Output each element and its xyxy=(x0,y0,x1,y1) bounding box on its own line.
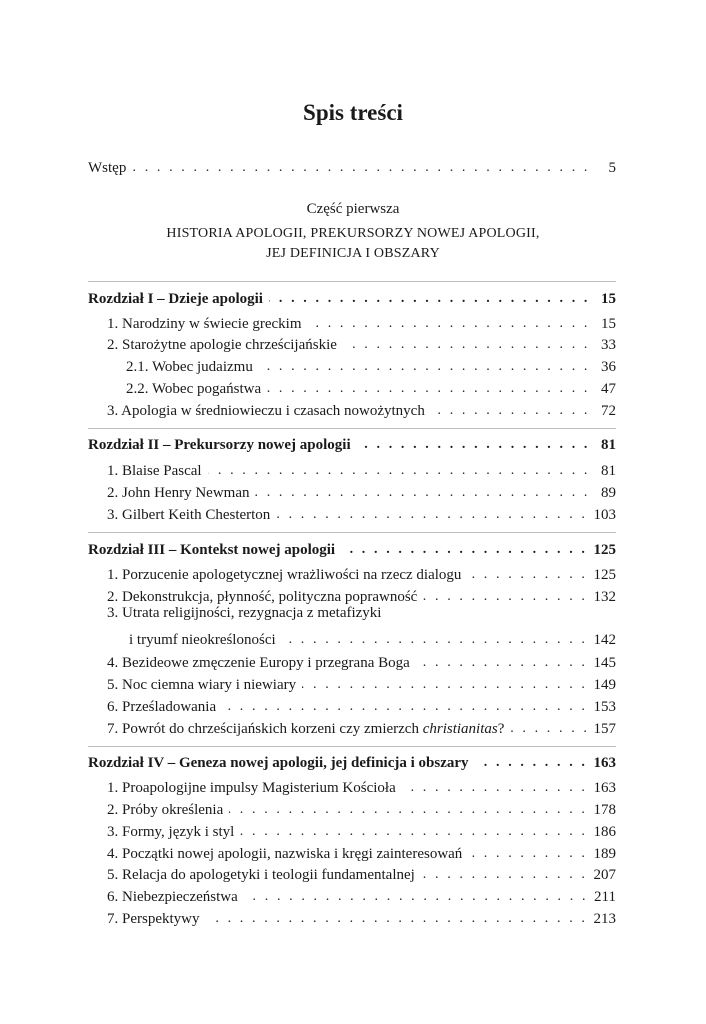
toc-entry[interactable] xyxy=(88,332,616,354)
entry-label: Wstęp xyxy=(88,160,127,176)
entry-page: 189 xyxy=(593,846,616,862)
dot-leader xyxy=(468,847,587,859)
entry-page: 178 xyxy=(593,802,616,818)
toc-entry-first-line[interactable]: 3. Utrata religijności, rezygnacja z metafizyki xyxy=(107,605,382,621)
dot-leader xyxy=(269,292,590,304)
entry-label: 5. Noc ciemna wiary i niewiary xyxy=(107,677,297,693)
dot-leader xyxy=(244,890,588,902)
entry-label: 3. Gilbert Keith Chesterton xyxy=(107,507,271,523)
toc-entry[interactable] xyxy=(88,480,616,502)
entry-label: 2.1. Wobec judaizmu xyxy=(126,359,253,375)
entry-page: 81 xyxy=(601,463,616,479)
chapter-page: 15 xyxy=(601,291,616,307)
entry-page: 72 xyxy=(601,403,616,419)
dot-leader xyxy=(229,803,587,815)
entry-label: 2. Starożytne apologie chrześcijańskie xyxy=(107,337,337,353)
dot-leader xyxy=(132,161,590,173)
entry-page: 163 xyxy=(593,780,616,796)
entry-page: 103 xyxy=(593,507,616,523)
dot-leader xyxy=(421,868,588,880)
toc-entry[interactable] xyxy=(88,694,616,716)
entry-label: 1. Porzucenie apologetycznej wrażliwości na rzecz dialogu xyxy=(107,567,462,583)
entry-page: 211 xyxy=(594,889,616,905)
toc-entry[interactable] xyxy=(88,672,616,694)
chapter-page: 125 xyxy=(593,542,616,558)
dot-leader xyxy=(259,360,590,372)
dot-leader xyxy=(267,382,590,394)
dot-leader xyxy=(206,912,588,924)
dot-leader xyxy=(208,464,590,476)
toc-entry[interactable] xyxy=(88,562,616,584)
dot-leader xyxy=(506,722,589,734)
dot-leader xyxy=(302,678,587,690)
toc-entry[interactable] xyxy=(88,841,616,863)
entry-label-italic: christianitas xyxy=(422,721,498,737)
entry-page: 132 xyxy=(593,589,616,605)
toc-chapter-2[interactable] xyxy=(88,432,616,454)
entry-label: 7. Perspektywy xyxy=(107,911,200,927)
entry-label: 3. Apologia w średniowieczu i czasach nowożytnych xyxy=(107,403,425,419)
entry-label-text: 7. Powrót do chrześcijańskich korzeni czy zmierzch xyxy=(107,721,423,737)
toc-entry[interactable] xyxy=(88,884,616,906)
toc-entry[interactable] xyxy=(88,584,616,606)
entry-label: 2. Próby określenia xyxy=(107,802,224,818)
entry-page: 213 xyxy=(593,911,616,927)
entry-page: 157 xyxy=(593,721,616,737)
chapter-title: Rozdział I – Dzieje apologii xyxy=(88,291,263,307)
dot-leader xyxy=(282,633,588,645)
entry-label: 1. Blaise Pascal xyxy=(107,463,202,479)
dot-leader xyxy=(467,568,587,580)
entry-page: 145 xyxy=(593,655,616,671)
toc-entry[interactable] xyxy=(88,797,616,819)
chapter-divider xyxy=(88,746,616,747)
toc-entry[interactable] xyxy=(88,398,616,420)
entry-label: 5. Relacja do apologetyki i teologii fundamentalnej xyxy=(107,867,415,883)
dot-leader xyxy=(343,338,590,350)
toc-entry[interactable] xyxy=(88,775,616,797)
entry-page: 125 xyxy=(593,567,616,583)
entry-label: 6. Niebezpieczeństwa xyxy=(107,889,238,905)
toc-chapter-1[interactable] xyxy=(88,286,616,308)
entry-page: 36 xyxy=(601,359,616,375)
dot-leader xyxy=(416,656,588,668)
chapter-divider xyxy=(88,532,616,533)
entry-page: 149 xyxy=(593,677,616,693)
chapter-title: Rozdział IV – Geneza nowej apologii, jej definicja i obszary xyxy=(88,755,469,771)
entry-label: 6. Prześladowania xyxy=(107,699,217,715)
dot-leader xyxy=(475,756,588,768)
part-heading-line1: HISTORIA APOLOGII, PREKURSORZY NOWEJ APOLOGII, xyxy=(166,226,540,241)
chapter-divider xyxy=(88,428,616,429)
page-title: Spis treści xyxy=(303,100,403,125)
chapter-title: Rozdział III – Kontekst nowej apologii xyxy=(88,542,336,558)
chapter-title: Rozdział II – Prekursorzy nowej apologii xyxy=(88,437,351,453)
entry-label: 1. Proapologijne impulsy Magisterium Kościoła xyxy=(107,780,396,796)
dot-leader xyxy=(240,825,587,837)
toc-entry[interactable] xyxy=(88,502,616,524)
entry-page: 142 xyxy=(593,632,616,648)
toc-chapter-4[interactable] xyxy=(88,750,616,772)
chapter-page: 163 xyxy=(593,755,616,771)
dot-leader xyxy=(402,781,588,793)
dot-leader xyxy=(431,404,590,416)
entry-label: 2. John Henry Newman xyxy=(107,485,250,501)
toc-entry[interactable] xyxy=(88,650,616,672)
toc-entry[interactable] xyxy=(88,716,616,738)
part-label: Część pierwsza xyxy=(306,201,400,217)
entry-label-end: ? xyxy=(497,721,505,737)
entry-label: 2.2. Wobec pogaństwa xyxy=(126,381,262,397)
toc-entry[interactable] xyxy=(88,819,616,841)
toc-entry[interactable] xyxy=(88,376,616,398)
entry-label: i tryumf nieokreśloności xyxy=(129,632,276,648)
dot-leader xyxy=(222,700,587,712)
toc-entry[interactable] xyxy=(88,354,616,376)
entry-label: 4. Bezideowe zmęczenie Europy i przegrana Boga xyxy=(107,655,410,671)
dot-leader xyxy=(276,508,587,520)
entry-label: 1. Narodziny w świecie greckim xyxy=(107,316,302,332)
entry-label xyxy=(107,721,504,738)
toc-entry[interactable] xyxy=(88,862,616,884)
entry-label: 4. Początki nowej apologii, nazwiska i kręgi zainteresowań xyxy=(107,846,463,862)
entry-label: 3. Formy, język i styl xyxy=(107,824,235,840)
dot-leader xyxy=(255,486,590,498)
dot-leader xyxy=(423,590,587,602)
dot-leader xyxy=(308,317,590,329)
entry-page: 153 xyxy=(593,699,616,715)
entry-page: 47 xyxy=(601,381,616,397)
entry-page: 207 xyxy=(593,867,616,883)
toc-entry-intro[interactable] xyxy=(88,155,616,177)
entry-label: 2. Dekonstrukcja, płynność, polityczna poprawność xyxy=(107,589,418,605)
toc-entry-continuation[interactable] xyxy=(88,627,616,649)
entry-page: 89 xyxy=(601,485,616,501)
entry-page: 186 xyxy=(593,824,616,840)
toc-entry[interactable] xyxy=(88,311,616,333)
chapter-page: 81 xyxy=(601,437,616,453)
dot-leader xyxy=(357,438,590,450)
toc-entry[interactable] xyxy=(88,458,616,480)
entry-page: 5 xyxy=(608,160,616,176)
toc-chapter-3[interactable] xyxy=(88,537,616,559)
toc-entry[interactable] xyxy=(88,906,616,928)
chapter-divider xyxy=(88,281,616,282)
entry-page: 15 xyxy=(601,316,616,332)
dot-leader xyxy=(341,543,587,555)
part-heading-line2: JEJ DEFINICJA I OBSZARY xyxy=(266,246,440,261)
entry-page: 33 xyxy=(601,337,616,353)
